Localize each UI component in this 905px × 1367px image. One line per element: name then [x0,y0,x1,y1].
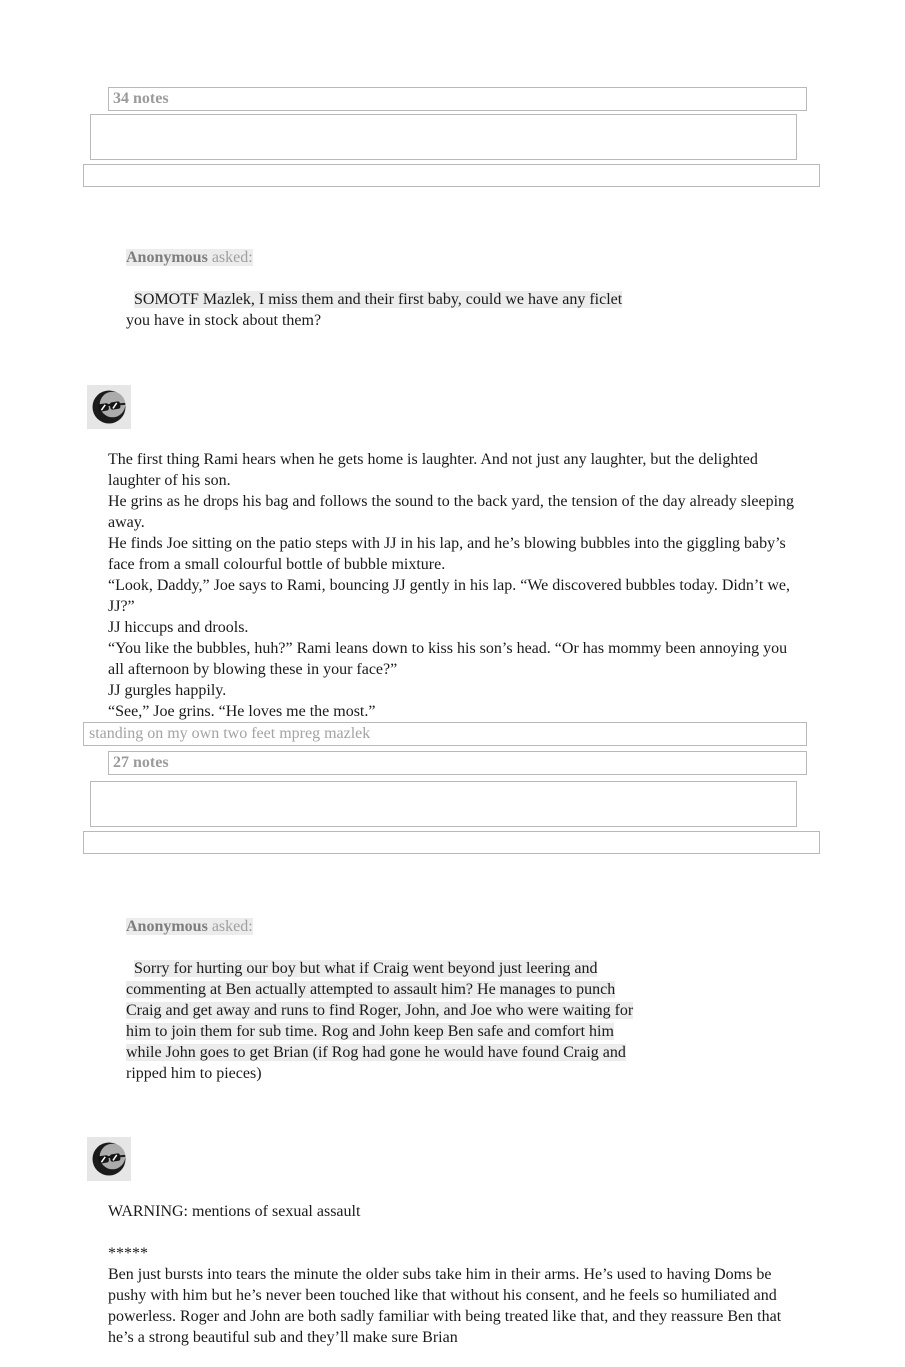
notes-count-link-post-1[interactable]: 27 notes [108,751,807,775]
blog-avatar-link[interactable] [87,1137,131,1181]
asker-name: Anonymous [126,918,208,935]
ask-block-1 [126,205,736,352]
asked-label: asked: [207,249,253,266]
question-line: ripped him to pieces) [126,1065,262,1082]
blog-avatar-link[interactable] [87,385,131,429]
answer-paragraph: He grins as he drops his bag and follows the sound to the back yard, the tension of the day already sleeping away. [108,493,795,531]
answer-paragraph: “See,” Joe grins. “He loves me the most.” [108,703,376,720]
ask-question-text [126,291,622,329]
answer-paragraph [108,1222,798,1243]
empty-widget-frame [90,781,797,827]
ask-question-text [126,960,633,1082]
answer-text-2 [108,1201,798,1348]
asker-line [126,916,736,937]
answer-paragraph: ***** [108,1245,148,1262]
answer-paragraph: The first thing Rami hears when he gets home is laughter. And not just any laughter, but the delighted laughter of his son. [108,451,758,489]
notes-count-link-previous-post[interactable]: 34 notes [108,87,807,111]
question-line: you have in stock about them? [126,312,322,329]
answer-paragraph: “Look, Daddy,” Joe says to Rami, bouncing JJ gently in his lap. “We discovered bubbles today. Didn’t we, JJ?” [108,577,790,615]
answer-paragraph: WARNING: mentions of sexual assault [108,1203,361,1220]
empty-widget-frame [83,164,820,187]
asker-line [126,247,736,268]
question-line: commenting at Ben actually attempted to assault him? He manages to punch [126,981,616,998]
answer-paragraph: JJ gurgles happily. [108,682,227,699]
asked-label: asked: [207,918,253,935]
empty-widget-frame [83,831,820,854]
answer-paragraph: He finds Joe sitting on the patio steps with JJ in his lap, and he’s blowing bubbles into the giggling baby’s face from a small colourful bottle of bubble mixture. [108,535,786,573]
question-line: while John goes to get Brian (if Rog had gone he would have found Craig and [126,1044,626,1061]
question-line: Craig and get away and runs to find Roger, John, and Joe who were waiting for [126,1002,634,1019]
answer-text-1 [108,449,798,722]
sunglasses-avatar-icon [87,1137,131,1181]
question-line: Sorry for hurting our boy but what if Craig went beyond just leering and [134,960,598,977]
post-tags-link[interactable]: standing on my own two feet mpreg mazlek [83,722,807,746]
ask-block-2 [126,874,736,1105]
answer-paragraph: Ben just bursts into tears the minute the older subs take him in their arms. He’s used to having Doms be pushy with him but he’s never been touched like that without his consent, and he feels so humiliated and powerless. Roger and John are both sadly familiar with being treated like that, and they reassure Ben that he’s a strong beautiful sub and they’ll make sure Brian [108,1266,782,1346]
answer-paragraph: “You like the bubbles, huh?” Rami leans down to kiss his son’s head. “Or has mommy been annoying you all afternoon by blowing these in your face?” [108,640,788,678]
empty-widget-frame [90,114,797,160]
asker-name: Anonymous [126,249,208,266]
question-line: SOMOTF Mazlek, I miss them and their first baby, could we have any ficlet [134,291,623,308]
question-line: him to join them for sub time. Rog and John keep Ben safe and comfort him [126,1023,614,1040]
blog-page [0,87,905,1367]
answer-paragraph: JJ hiccups and drools. [108,619,249,636]
sunglasses-avatar-icon [87,385,131,429]
